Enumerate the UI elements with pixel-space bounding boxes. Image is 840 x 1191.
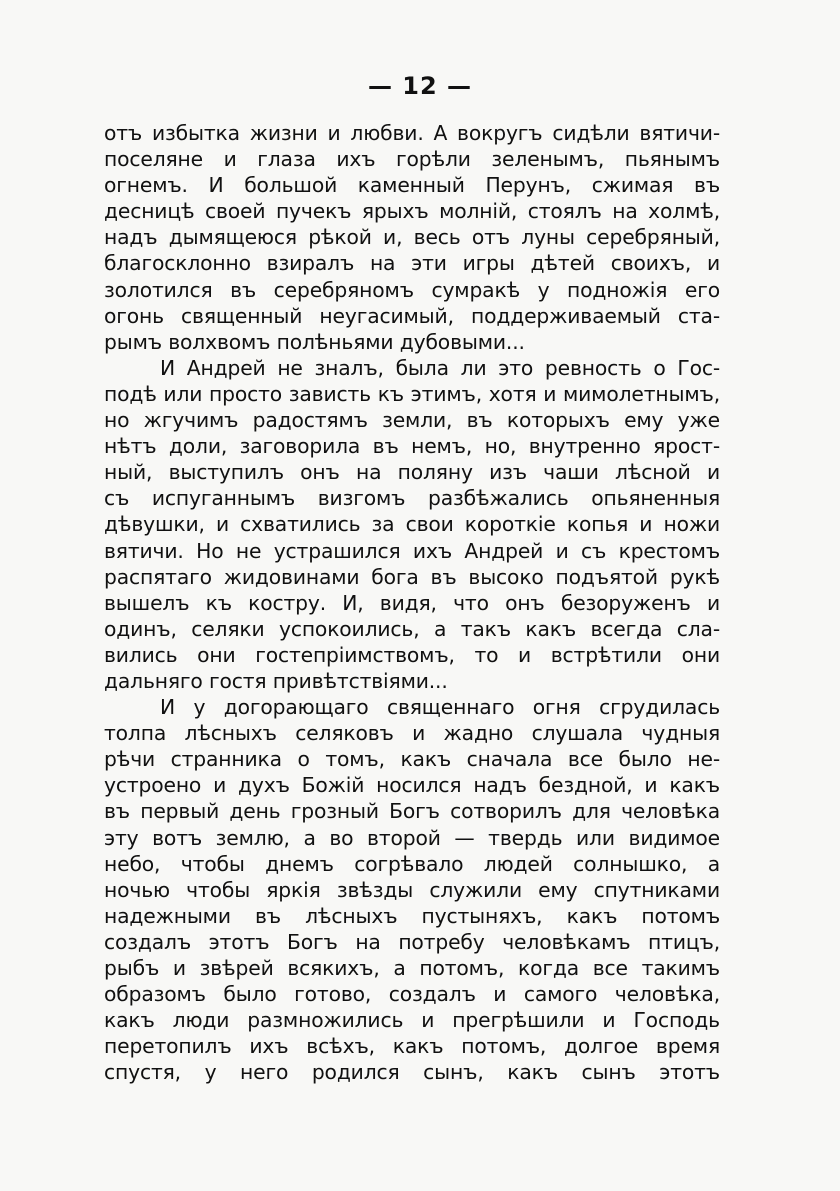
text-line: одинъ, селяки успокоились, а такъ какъ всегда сла-: [104, 616, 720, 641]
text-line: перетопилъ ихъ всѣхъ, какъ потомъ, долгое время: [104, 1034, 720, 1059]
text-line: надъ дымящеюся рѣкой и, весь отъ луны серебряный,: [104, 225, 720, 250]
text-line: дѣвушки, и схватились за свои короткіе копья и ножи: [104, 512, 720, 537]
text-line: въ первый день грозный Богъ сотворилъ для человѣка: [104, 799, 720, 824]
text-line: какъ люди размножились и прегрѣшили и Господь: [104, 1008, 720, 1033]
text-line: рѣчи странника о томъ, какъ сначала все было не-: [104, 747, 720, 772]
text-line: поселяне и глаза ихъ горѣли зеленымъ, пьянымъ: [104, 147, 720, 172]
text-line: дальняго гостя привѣтствіями...: [104, 668, 448, 693]
text-line: эту вотъ землю, а во второй — твердь или видимое: [104, 825, 720, 850]
text-line: устроено и духъ Божій носился надъ бездной, и какъ: [104, 773, 720, 798]
text-line: небо, чтобы днемъ согрѣвало людей солнышко, а: [104, 851, 720, 876]
text-line: съ испуганнымъ визгомъ разбѣжались опьяненныя: [104, 486, 720, 511]
text-line: огонь священный неугасимый, поддерживаемый ста-: [104, 303, 720, 328]
text-line: образомъ было готово, создалъ и самого человѣка,: [104, 982, 720, 1007]
text-line: нѣтъ доли, заговорила въ немъ, но, внутренно ярост-: [104, 434, 720, 459]
text-line: создалъ этотъ Богъ на потребу человѣкамъ птицъ,: [104, 929, 720, 954]
text-line: но жгучимъ радостямъ земли, въ которыхъ ему уже: [104, 408, 720, 433]
text-line: огнемъ. И большой каменный Перунъ, сжимая въ: [104, 173, 720, 198]
text-line: благосклонно взиралъ на эти игры дѣтей своихъ, и: [104, 251, 720, 276]
text-line: ный, выступилъ онъ на поляну изъ чаши лѣсной и: [104, 460, 720, 485]
text-line: И Андрей не зналъ, была ли это ревность о Гос-: [160, 355, 720, 380]
text-line: толпа лѣсныхъ селяковъ и жадно слушала чудныя: [104, 721, 720, 746]
text-line: ночью чтобы яркія звѣзды служили ему спутниками: [104, 877, 720, 902]
text-line: спустя, у него родился сынъ, какъ сынъ этотъ: [104, 1060, 720, 1085]
text-line: вятичи. Но не устрашился ихъ Андрей и съ крестомъ: [104, 538, 720, 563]
text-line: вились они гостепріимствомъ, то и встрѣтили они: [104, 642, 720, 667]
text-line: десницѣ своей пучекъ ярыхъ молній, стоялъ на холмѣ,: [104, 199, 720, 224]
body-text: [104, 120, 720, 1085]
page-number-header: — 12 —: [367, 72, 473, 100]
text-line: золотился въ серебряномъ сумракѣ у подножія его: [104, 277, 720, 302]
text-line: надежными въ лѣсныхъ пустыняхъ, какъ потомъ: [104, 903, 720, 928]
text-line: подѣ или просто зависть къ этимъ, хотя и мимолетнымъ,: [104, 381, 720, 406]
text-line: рыбъ и звѣрей всякихъ, а потомъ, когда все такимъ: [104, 956, 720, 980]
text-line: вышелъ къ костру. И, видя, что онъ безоруженъ и: [104, 590, 720, 615]
text-line: отъ избытка жизни и любви. А вокругъ сидѣли вятичи-: [104, 121, 720, 145]
text-line: рымъ волхвомъ полѣньями дубовыми...: [104, 329, 525, 354]
text-line: И у догорающаго священнаго огня сгрудилась: [160, 695, 720, 720]
text-line: распятаго жидовинами бога въ высоко подъятой рукѣ: [104, 564, 720, 589]
